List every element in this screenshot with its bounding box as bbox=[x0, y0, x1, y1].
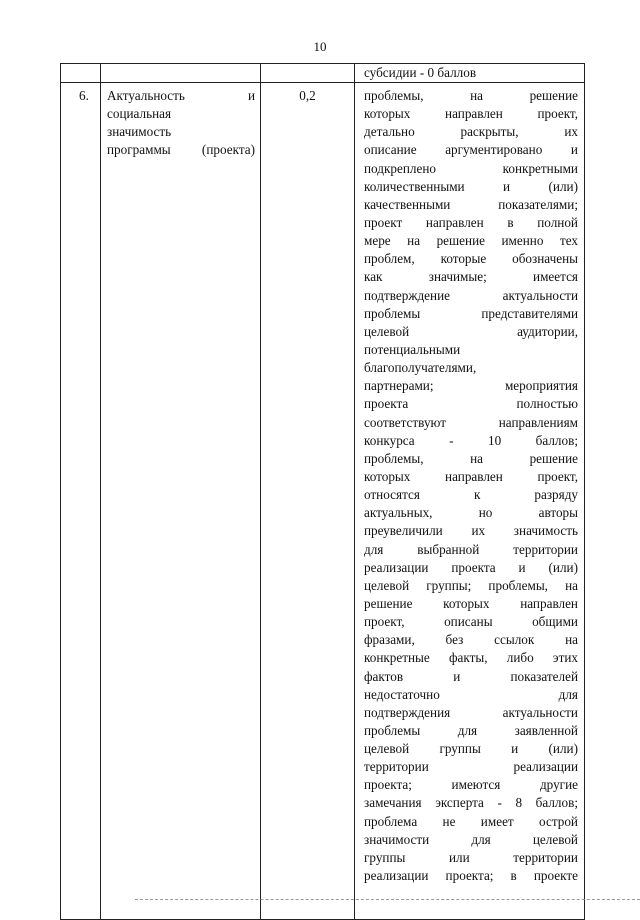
text-line: подтверждение актуальности bbox=[364, 287, 578, 303]
criterion-text bbox=[101, 83, 260, 160]
text-line: описание аргументировано и bbox=[364, 142, 578, 158]
page-number: 10 bbox=[313, 39, 327, 54]
text-line: актуальных, но авторы bbox=[364, 505, 578, 521]
weight-value: 0,2 bbox=[299, 88, 316, 103]
text-line: реализации проекта и (или) bbox=[364, 559, 578, 575]
text-line: которых направлен проект, bbox=[364, 106, 578, 122]
text-line: благополучателями, bbox=[364, 360, 477, 376]
text-line: социальная bbox=[107, 106, 172, 122]
criterion-cell-empty bbox=[101, 64, 261, 83]
text-line: мере на решение именно тех bbox=[364, 233, 578, 249]
text-line: программы (проекта) bbox=[107, 142, 255, 158]
text-line: количественными и (или) bbox=[364, 178, 578, 194]
text-line: конкурса - 10 баллов; bbox=[364, 432, 578, 448]
text-line: для выбранной территории bbox=[364, 541, 578, 557]
table-row bbox=[61, 83, 585, 920]
text-line: решение которых направлен bbox=[364, 595, 578, 611]
text-line: преувеличили их значимость bbox=[364, 523, 578, 539]
bottom-scan-edge bbox=[135, 899, 640, 901]
text-line: Актуальность и bbox=[107, 88, 255, 103]
text-line: партнерами; мероприятия bbox=[364, 378, 578, 394]
text-line: реализации проекта; в проекте bbox=[364, 868, 578, 884]
text-line: относятся к разряду bbox=[364, 487, 578, 503]
text-line: группы или территории bbox=[364, 849, 578, 865]
continuation-text: субсидии - 0 баллов bbox=[364, 65, 477, 80]
criteria-table bbox=[60, 63, 585, 920]
text-line: соответствуют направлениям bbox=[364, 414, 578, 430]
text-line: проект, описаны общими bbox=[364, 614, 578, 630]
text-line: как значимые; имеется bbox=[364, 269, 578, 285]
text-line: значимость bbox=[107, 124, 172, 140]
weight-cell-empty bbox=[261, 64, 355, 83]
description-cell bbox=[355, 83, 585, 920]
continuation-cell bbox=[355, 64, 585, 83]
text-line: проекта; имеются другие bbox=[364, 777, 578, 793]
text-line: проблема не имеет острой bbox=[364, 813, 578, 829]
text-line: проекта полностью bbox=[364, 396, 578, 412]
text-line: проблемы, на решение bbox=[364, 88, 578, 103]
criterion-cell bbox=[101, 83, 261, 920]
text-line: значимости для целевой bbox=[364, 831, 578, 847]
text-line: детально раскрыты, их bbox=[364, 124, 578, 140]
text-line: целевой аудитории, bbox=[364, 323, 578, 339]
continuation-row bbox=[61, 64, 585, 83]
text-line: целевой группы и (или) bbox=[364, 741, 578, 757]
text-line: проблемы представителями bbox=[364, 305, 578, 321]
text-line: замечания эксперта - 8 баллов; bbox=[364, 795, 578, 811]
text-line: целевой группы; проблемы, на bbox=[364, 577, 578, 593]
text-line: которых направлен проект, bbox=[364, 468, 578, 484]
text-line: проблем, которые обозначены bbox=[364, 251, 578, 267]
text-line: качественными показателями; bbox=[364, 196, 578, 212]
number-cell-empty bbox=[61, 64, 101, 83]
row-number: 6. bbox=[79, 88, 89, 103]
text-line: проблемы для заявленной bbox=[364, 722, 578, 738]
text-line: территории реализации bbox=[364, 759, 578, 775]
text-line: фактов и показателей bbox=[364, 668, 578, 684]
text-line: фразами, без ссылок на bbox=[364, 632, 578, 648]
row-number-cell bbox=[61, 83, 101, 920]
text-line: недостаточно для bbox=[364, 686, 578, 702]
description-text bbox=[355, 83, 584, 885]
text-line: потенциальными bbox=[364, 341, 461, 357]
weight-cell bbox=[261, 83, 355, 920]
text-line: подкреплено конкретными bbox=[364, 160, 578, 176]
text-line: проблемы, на решение bbox=[364, 450, 578, 466]
text-line: подтверждения актуальности bbox=[364, 704, 578, 720]
text-line: конкретные факты, либо этих bbox=[364, 650, 578, 666]
text-line: проект направлен в полной bbox=[364, 214, 578, 230]
